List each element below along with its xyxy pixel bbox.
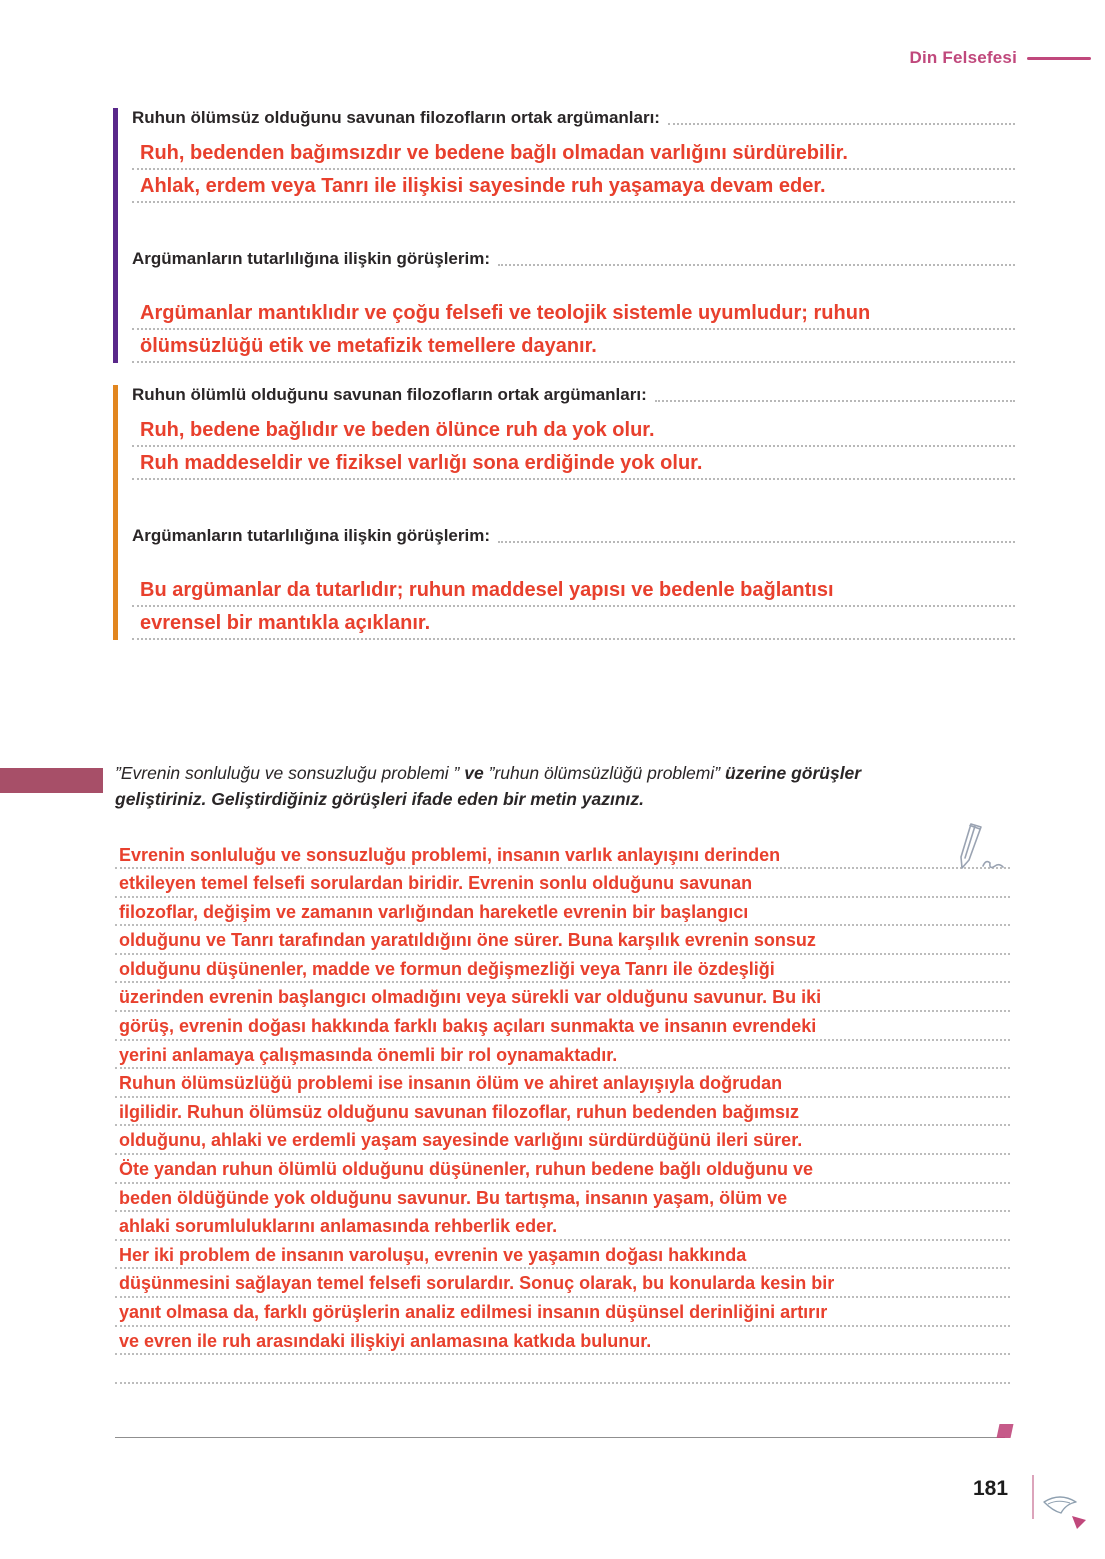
answer-text: Ruh maddeseldir ve fiziksel varlığı sona erdiğinde yok olur.: [140, 452, 703, 474]
handwritten-answer-line: [132, 297, 1015, 330]
answer-lines-arguments: [132, 414, 1015, 480]
answer-text: ve evren ile ruh arasındaki ilişkiyi anlamasına katkıda bulunur.: [119, 1330, 652, 1351]
answer-text: etkileyen temel felsefi sorulardan biridir. Evrenin sonlu olduğunu savunan: [119, 873, 753, 894]
page-number: 181: [973, 1477, 1009, 1500]
prompt-row-arguments: [132, 108, 1015, 130]
answer-text: Evrenin sonluluğu ve sonsuzluğu problemi, insanın varlık anlayışını derinden: [119, 844, 781, 865]
page-end-marker: [997, 1424, 1014, 1438]
chapter-title: Din Felsefesi: [909, 48, 1017, 67]
answer-text: Ruhun ölümsüzlüğü problemi ise insanın ölüm ve ahiret anlayışıyla doğrudan: [119, 1073, 783, 1094]
prompt-row-opinion: [132, 249, 1015, 271]
answer-text: görüş, evrenin doğası hakkında farklı bakış açıları sunmakta ve insanın evrendeki: [119, 1016, 817, 1037]
answer-text: ahlaki sorumluluklarını anlamasında rehberlik eder.: [119, 1216, 558, 1237]
handwritten-essay-line: [115, 1355, 1010, 1384]
answer-text: ilgilidir. Ruhun ölümsüz olduğunu savunan filozoflar, ruhun bedenden bağımsız: [119, 1101, 800, 1122]
handwritten-essay-line: [115, 983, 1010, 1012]
dotted-filler: [655, 400, 1015, 402]
answer-text: olduğunu düşünenler, madde ve formun değişmezliği veya Tanrı ile özdeşliği: [119, 958, 775, 979]
answer-lines-opinion: [132, 297, 1015, 363]
dotted-filler: [668, 123, 1015, 125]
handwritten-essay-line: [115, 1069, 1010, 1098]
handwritten-essay-line: [115, 1212, 1010, 1241]
handwritten-answer-line: [132, 607, 1015, 640]
answer-text: olduğunu, ahlaki ve erdemli yaşam sayesinde varlığını sürdürdüğünü ileri sürer.: [119, 1130, 803, 1151]
essay-prompt: [115, 760, 1000, 813]
footer-divider: [1032, 1475, 1034, 1519]
answer-text: evrensel bir mantıkla açıklanır.: [140, 612, 431, 634]
handwritten-essay-line: [115, 1327, 1010, 1356]
handwritten-essay-line: [115, 1155, 1010, 1184]
handwritten-answer-line: [132, 170, 1015, 203]
prompt-row-arguments: [132, 385, 1015, 407]
mortal-soul-section: [113, 385, 1015, 640]
answer-text: Her iki problem de insanın varoluşu, evrenin ve yaşamın doğası hakkında: [119, 1244, 747, 1265]
answer-text: beden öldüğünde yok olduğunu savunur. Bu tartışma, insanın yaşam, ölüm ve: [119, 1187, 788, 1208]
prompt-label: Argümanların tutarlılığına ilişkin görüşlerim:: [132, 249, 491, 268]
prompt-quote-1: ”Evrenin sonluluğu ve sonsuzluğu problemi ”: [115, 763, 460, 783]
answer-text: yanıt olmasa da, farklı görüşlerin analiz edilmesi insanın düşünsel derinliğini artırır: [119, 1302, 828, 1322]
handwritten-essay-line: [115, 1041, 1010, 1070]
prompt-label: Ruhun ölümlü olduğunu savunan filozofların ortak argümanları:: [132, 385, 647, 404]
prompt-conjunction: ve: [464, 763, 484, 783]
handwritten-answer-line: [132, 574, 1015, 607]
dotted-filler: [498, 264, 1015, 266]
answer-text: üzerinden evrenin başlangıcı olmadığını veya sürekli var olduğunu savunur. Bu iki: [119, 987, 822, 1008]
answer-text: ölümsüzlüğü etik ve metafizik temellere dayanır.: [140, 335, 597, 357]
answer-lines-opinion: [132, 574, 1015, 640]
essay-section: [0, 760, 1105, 1384]
page-header: [910, 48, 1091, 68]
dotted-filler: [498, 541, 1015, 543]
handwritten-essay-line: [115, 926, 1010, 955]
handwritten-answer-line: [132, 414, 1015, 447]
immortal-soul-section: [113, 108, 1015, 363]
prompt-label: Argümanların tutarlılığına ilişkin görüşlerim:: [132, 526, 491, 545]
handwritten-essay-line: [115, 955, 1010, 984]
answer-text: Ahlak, erdem veya Tanrı ile ilişkisi sayesinde ruh yaşamaya devam eder.: [140, 175, 826, 197]
handwritten-essay-line: [115, 841, 1010, 870]
handwritten-essay-line: [115, 869, 1010, 898]
handwritten-essay-line: [115, 1126, 1010, 1155]
answer-text: olduğunu ve Tanrı tarafından yaratıldığını öne sürer. Buna karşılık evrenin sonsuz: [119, 930, 816, 951]
answer-text: düşünmesini sağlayan temel felsefi sorulardır. Sonuç olarak, bu konularda kesin bir: [119, 1273, 835, 1294]
handwritten-answer-line: [132, 330, 1015, 363]
essay-prompt-line-1: [115, 760, 1000, 786]
quill-icon: [1040, 1490, 1096, 1537]
handwritten-essay-line: [115, 1241, 1010, 1270]
answer-text: yerini anlamaya çalışmasında önemli bir rol oynamaktadır.: [119, 1044, 618, 1065]
handwritten-essay-line: [115, 1298, 1010, 1327]
prompt-tail: üzerine görüşler: [724, 763, 862, 783]
answer-text: Bu argümanlar da tutarlıdır; ruhun maddesel yapısı ve bedenle bağlantısı: [140, 579, 834, 601]
bottom-rule: [115, 1437, 1005, 1438]
handwritten-answer-line: [132, 447, 1015, 480]
prompt-row-opinion: [132, 526, 1015, 548]
answer-text: filozoflar, değişim ve zamanın varlığından hareketle evrenin bir başlangıcı: [119, 901, 749, 922]
essay-prompt-line-2: geliştiriniz. Geliştirdiğiniz görüşleri ifade eden bir metin yazınız.: [115, 789, 644, 810]
header-rule: [1027, 57, 1091, 60]
answer-lines-arguments: [132, 137, 1015, 203]
answer-text: Ruh, bedene bağlıdır ve beden ölünce ruh da yok olur.: [140, 419, 655, 441]
prompt-label: Ruhun ölümsüz olduğunu savunan filozofların ortak argümanları:: [132, 108, 660, 127]
handwritten-essay-line: [115, 1269, 1010, 1298]
essay-answer-lines: [115, 841, 1010, 1384]
handwritten-essay-line: [115, 898, 1010, 927]
answer-text: Argümanlar mantıklıdır ve çoğu felsefi ve teolojik sistemle uyumludur; ruhun: [140, 302, 871, 324]
pencil-icon: [945, 822, 1011, 881]
answer-text: Öte yandan ruhun ölümlü olduğunu düşünenler, ruhun bedene bağlı olduğunu ve: [119, 1159, 813, 1180]
section-tab-marker: [0, 768, 103, 793]
handwritten-essay-line: [115, 1184, 1010, 1213]
answer-text: Ruh, bedenden bağımsızdır ve bedene bağlı olmadan varlığını sürdürebilir.: [140, 142, 848, 164]
handwritten-essay-line: [115, 1012, 1010, 1041]
handwritten-essay-line: [115, 1098, 1010, 1127]
prompt-quote-2: ”ruhun ölümsüzlüğü problemi”: [488, 763, 721, 783]
handwritten-answer-line: [132, 137, 1015, 170]
